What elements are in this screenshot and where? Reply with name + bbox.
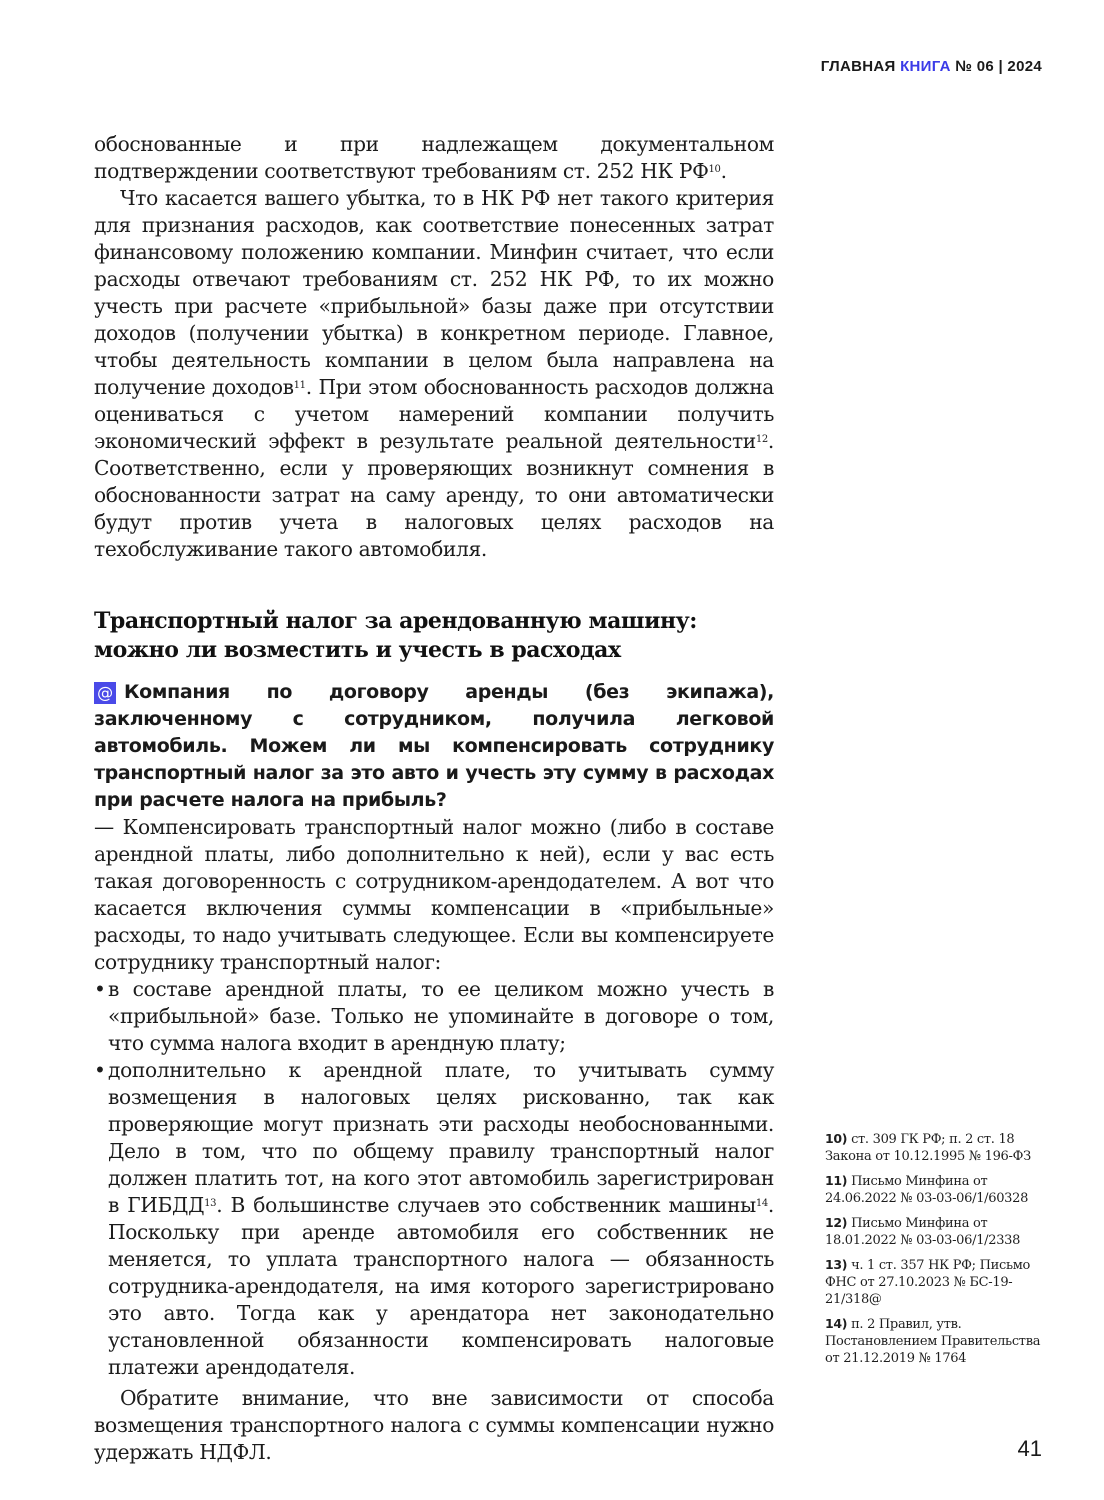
issue-number: № 06 | 2024 (955, 58, 1042, 75)
paragraph-loss: Что касается вашего убытка, то в НК РФ нет такого критерия для признания расходов, как соответствие понесенных затрат финансовому положению компании. Минфин считает, что если расходы отвечают требованиям ст. 252 НК РФ, то их можно учесть при расчете «прибыльной» базы даже при отсутствии доходов (получении убытка) в конкретном периоде. Главное, чтобы деятельность компании в целом была направлена на получение доходов$^{11}$. При этом обоснованность расходов должна оцениваться с учетом намерений компании получить экономический эффект в результате реальной деятельности$^{12}$. Соответственно, если у проверяющих возникнут сомнения в обоснованности затрат на саму аренду, то они автоматически будут против учета в налоговых целях расходов на техобслуживание такого автомобиля. (94, 186, 774, 561)
bullet-item: • дополнительно к арендной плате, то учитывать сумму возмещения в налоговых целях рискованно, так как проверяющие могут признать эти расходы необоснованными. Дело в том, что по общему правилу транспортный налог должен платить тот, на кого этот автомобиль зарегистрирован в ГИБДД$^{13}$. В большинстве случаев это собственник машины$^{14}$. Поскольку при аренде автомобиля его собственник не меняется, то уплата транспортного налога — обязанность сотрудника-арендодателя, на имя которого зарегистрировано это авто. Тогда как у арендатора нет законодательно установленной обязанности компенсировать налоговые платежи арендодателя. (94, 1057, 774, 1381)
reader-question: @ Компания по договору аренды (без экипажа), заключенному с сотрудником, получила легковой автомобиль. Можем ли мы компенсировать сотруднику транспортный налог за это авто и учесть эту сумму в расходах при расчете налога на прибыль? (94, 681, 774, 811)
brand-kniga: КНИГА (900, 58, 951, 75)
answer-paragraph: — Компенсировать транспортный налог можно (либо в составе арендной платы, либо дополнительно к ней), если у вас есть такая договоренность с сотрудником-арендодателем. А вот что касается включения суммы компенсации в «прибыльные» расходы, то надо учитывать следующее. Если вы компенсируете сотруднику транспортный налог: (94, 815, 774, 974)
footnotes-sidebar (825, 1130, 1050, 1374)
footnote-12: 12) Письмо Минфина от 18.01.2022 № 03-03-06/1/2338 (825, 1215, 1021, 1248)
answer-bullet-list (94, 976, 774, 1381)
footnote-14: 14) п. 2 Правил, утв. Постановлением Правительства от 21.12.2019 № 1764 (825, 1316, 1041, 1366)
footnote-10: 10) ст. 309 ГК РФ; п. 2 ст. 18 Закона от 10.12.1995 № 196-ФЗ (825, 1131, 1031, 1164)
footnote-ref-12[interactable]: 12 (755, 434, 768, 445)
bullet-item: • в составе арендной платы, то ее целиком можно учесть в «прибыльной» базе. Только не упоминайте в договоре о том, что сумма налога входит в арендную плату; (94, 976, 774, 1057)
at-sign-icon: @ (94, 682, 116, 704)
paragraph-continued: обоснованные и при надлежащем документальном подтверждении соответствуют требованиям ст. 252 НК РФ$^{10}$. (94, 132, 774, 183)
running-header (821, 58, 1042, 75)
brand-glavnaya: ГЛАВНАЯ (820, 58, 896, 75)
section-heading: Транспортный налог за арендованную машину: можно ли возместить и учесть в расходах (94, 608, 697, 663)
article-body (94, 131, 774, 1466)
footnote-ref-14[interactable]: 14 (755, 1198, 768, 1209)
page-number: 41 (1017, 1436, 1042, 1461)
footnote-ref-10[interactable]: 10 (708, 164, 721, 175)
footnote-ref-13[interactable]: 13 (204, 1198, 217, 1209)
footnote-13: 13) ч. 1 ст. 357 НК РФ; Письмо ФНС от 27.10.2023 № БС-19-21/318@ (825, 1257, 1031, 1307)
footnote-11: 11) Письмо Минфина от 24.06.2022 № 03-03-06/1/60328 (825, 1173, 1029, 1206)
footnote-ref-11[interactable]: 11 (293, 380, 306, 391)
final-note-paragraph: Обратите внимание, что вне зависимости от способа возмещения транспортного налога с суммы компенсации нужно удержать НДФЛ. (94, 1386, 774, 1464)
